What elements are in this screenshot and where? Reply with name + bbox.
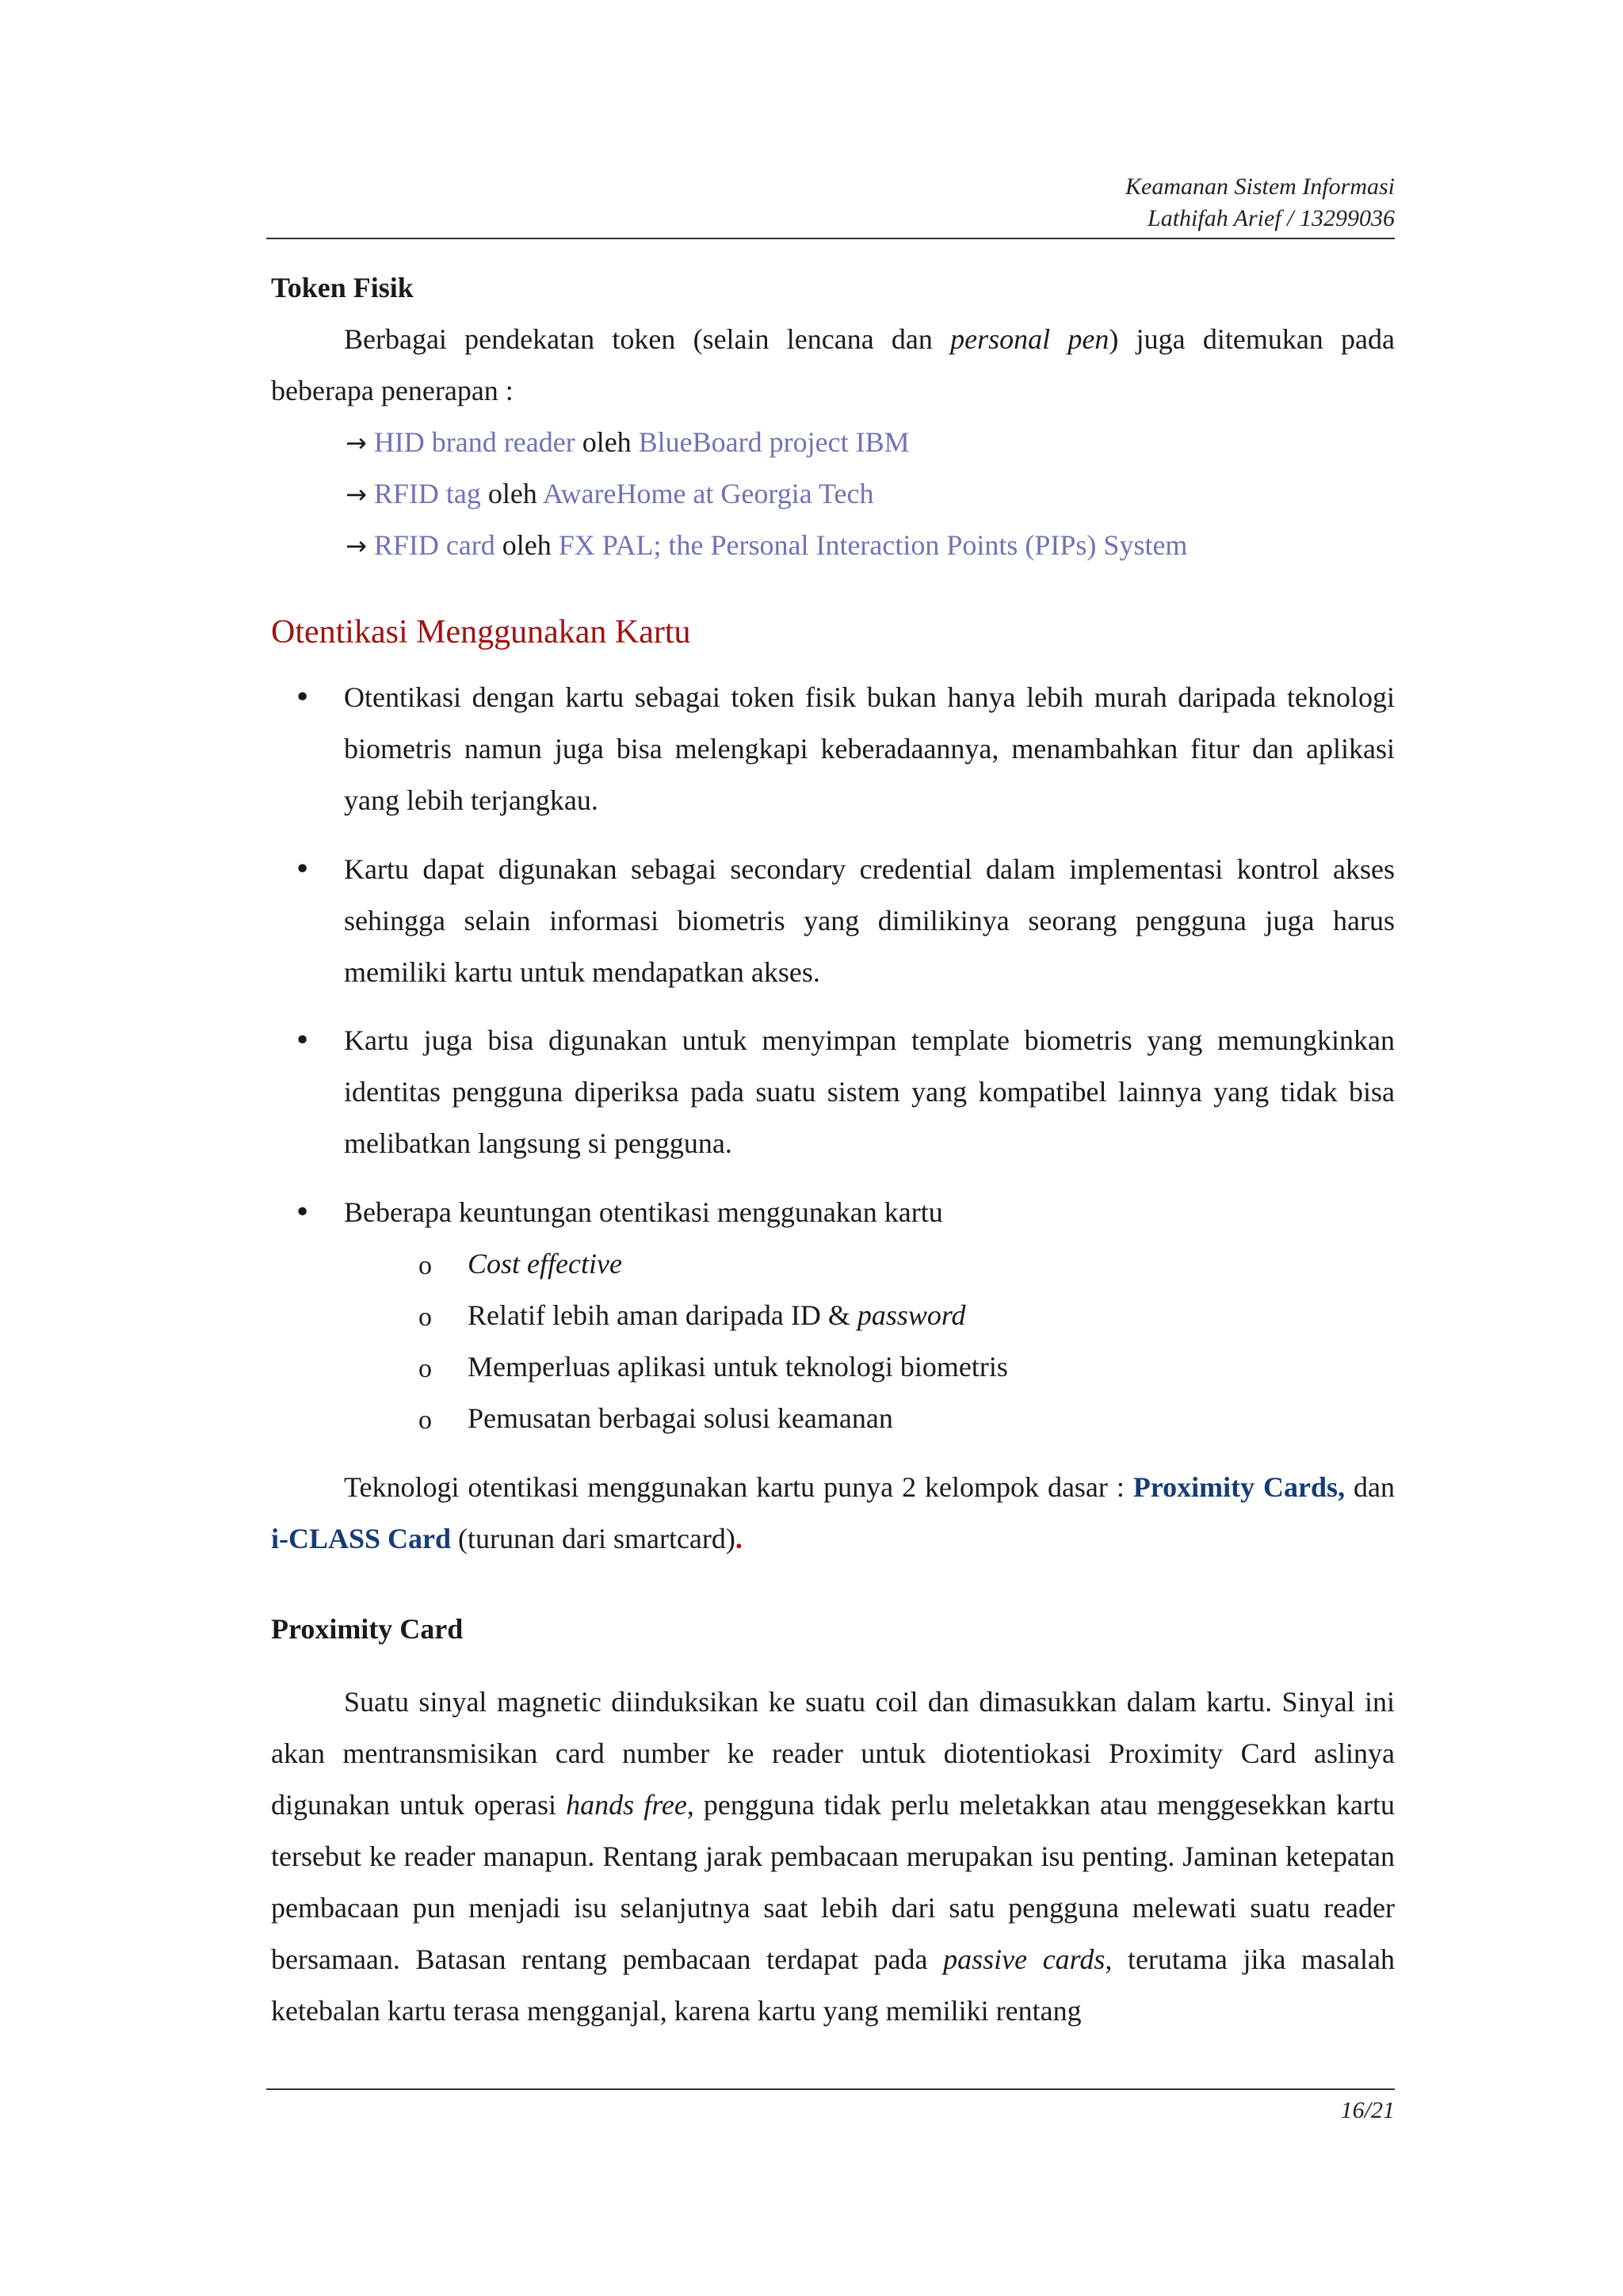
page-header	[266, 171, 1395, 235]
intro-text-a: Berbagai pendekatan token (selain lencana dan	[344, 323, 951, 355]
token-item-name[interactable]: RFID tag	[373, 478, 481, 509]
token-item	[346, 417, 910, 469]
sub-bullet-icon: o	[418, 1302, 432, 1332]
tech-text-c: dan	[1345, 1471, 1396, 1503]
bullet-icon: •	[294, 681, 311, 714]
token-fisik-intro	[271, 314, 1395, 417]
bullet-item: Kartu juga bisa digunakan untuk menyimpan template biometris yang memungkinkan identitas pengguna diperiksa pada suatu sistem yang kompatibel lainnya yang tidak bisa melibatkan langsung si pengguna.	[344, 1024, 1395, 1159]
header-course: Keamanan Sistem Informasi	[1125, 174, 1395, 200]
sub-item: Memperluas aplikasi untuk teknologi biometris	[468, 1351, 1008, 1383]
sub-bullet-icon: o	[418, 1405, 432, 1435]
sub-bullet-icon: o	[418, 1251, 432, 1280]
sub-item	[468, 1238, 622, 1290]
page-number: 16/21	[1340, 2097, 1395, 2123]
token-item-connector: oleh	[487, 478, 537, 509]
token-item-source[interactable]: AwareHome at Georgia Tech	[542, 478, 874, 509]
header-author: Lathifah Arief / 13299036	[1148, 205, 1395, 231]
section-heading: Otentikasi Menggunakan Kartu	[271, 614, 691, 650]
tech-text-a: Teknologi otentikasi menggunakan kartu punya 2 kelompok dasar :	[344, 1471, 1133, 1503]
sub-item: Pemusatan berbagai solusi keamanan	[468, 1402, 893, 1434]
header-rule	[266, 238, 1395, 239]
bullet-item: Kartu dapat digunakan sebagai secondary credential dalam implementasi kontrol akses sehingga selain informasi biometris yang dimilikinya seorang pengguna juga harus memiliki kartu untuk mendapatkan akses.	[344, 853, 1395, 988]
token-item-source[interactable]: BlueBoard project IBM	[638, 426, 910, 458]
tech-text-e: (turunan dari smartcard)	[451, 1523, 735, 1554]
token-item-name[interactable]: RFID card	[373, 529, 495, 561]
sub-item	[468, 1290, 966, 1341]
bullet-icon: •	[294, 1196, 311, 1229]
sub-bullet-icon: o	[418, 1354, 432, 1383]
token-fisik-heading: Token Fisik	[271, 272, 414, 303]
intro-emphasis: personal pen	[950, 323, 1109, 355]
tech-paragraph	[271, 1462, 1395, 1565]
proximity-cards-term: Proximity Cards,	[1132, 1471, 1346, 1503]
bullet-icon: •	[294, 853, 311, 886]
sub-item-text: Relatif lebih aman daripada ID &	[468, 1299, 857, 1331]
bullet-item: Otentikasi dengan kartu sebagai token fisik bukan hanya lebih murah daripada teknologi biometris namun juga bisa melengkapi keberadaannya, menambahkan fitur dan aplikasi yang lebih terjangkau.	[344, 681, 1395, 816]
token-item-connector: oleh	[582, 426, 632, 458]
tech-end-dot: .	[735, 1523, 743, 1554]
sub-item-emphasis: password	[857, 1299, 966, 1331]
token-item	[346, 520, 1187, 572]
proximity-text-b: , pengguna tidak perlu meletakkan atau menggesekkan kartu tersebut ke reader manapun. Rentang jarak pembacaan merupakan isu penting. Jaminan ketepatan pembacaan pun menjadi isu selanjutnya saat lebih dari satu pengguna melewati suatu reader bersamaan. Batasan rentang pembacaan terdapat pada	[271, 1789, 1395, 1975]
token-item-connector: oleh	[502, 529, 552, 561]
arrow-right-icon: →	[346, 428, 367, 458]
bullet-icon: •	[294, 1024, 311, 1057]
proximity-emphasis: hands free	[566, 1789, 687, 1821]
sub-item-emphasis: Cost effective	[468, 1248, 622, 1280]
token-item	[346, 468, 874, 521]
token-item-name[interactable]: HID brand reader	[373, 426, 575, 458]
token-item-source[interactable]: FX PAL; the Personal Interaction Points (PIPs) System	[558, 529, 1188, 561]
proximity-paragraph	[271, 1676, 1395, 2037]
intro-text-b: ) juga ditemukan pada beberapa penerapan :	[271, 323, 1396, 406]
proximity-text-c: , terutama jika masalah ketebalan kartu terasa mengganjal, karena kartu yang memiliki rentang	[271, 1943, 1395, 2027]
arrow-right-icon: →	[346, 531, 367, 561]
iclass-card-term: i-CLASS Card	[271, 1523, 452, 1554]
footer-rule	[266, 2088, 1395, 2090]
proximity-text-a: Suatu sinyal magnetic diinduksikan ke suatu coil dan dimasukkan dalam kartu. Sinyal ini akan mentransmisikan card number ke reader untuk diotentiokasi Proximity Card aslinya digunakan untuk operasi	[271, 1686, 1395, 1821]
proximity-emphasis: passive cards	[943, 1943, 1106, 1975]
proximity-heading: Proximity Card	[271, 1613, 464, 1645]
arrow-right-icon: →	[346, 479, 367, 509]
bullet-item: Beberapa keuntungan otentikasi menggunakan kartu	[344, 1196, 943, 1228]
